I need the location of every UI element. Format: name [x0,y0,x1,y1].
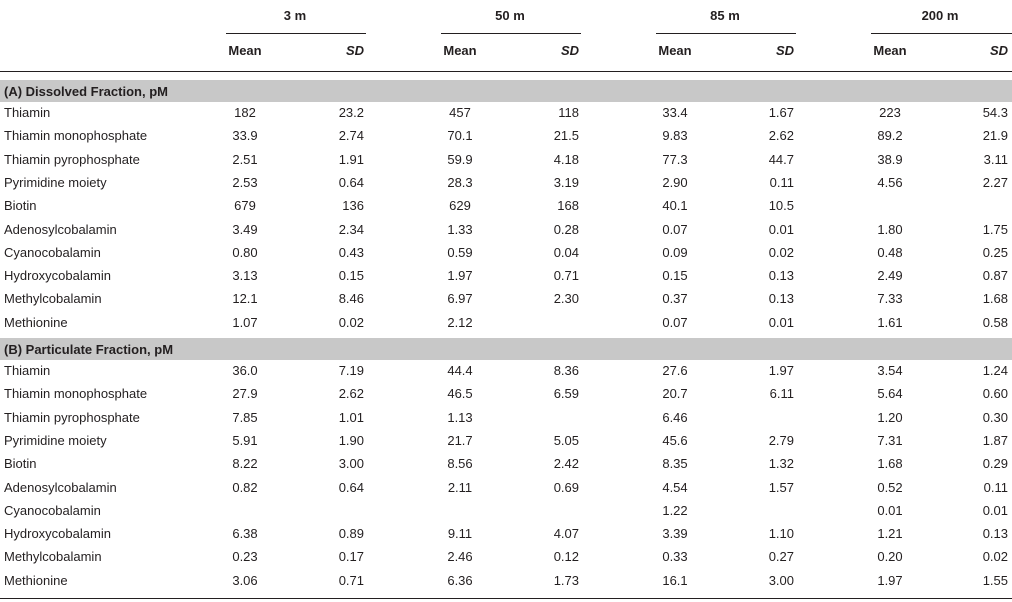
mean-cell: 20.7 [662,386,688,402]
row-label: Adenosylcobalamin [4,221,117,237]
header-underline [656,33,796,34]
mean-cell: 2.51 [232,151,258,167]
sd-cell: 1.57 [768,479,794,495]
sd-cell: 1.87 [982,432,1008,448]
row-label: Methylcobalamin [4,549,102,565]
mean-cell: 9.11 [447,526,473,542]
mean-cell: 6.46 [662,409,688,425]
mean-cell: 6.38 [232,526,258,542]
mean-cell: 3.54 [877,363,903,378]
sd-cell: 54.3 [982,105,1008,120]
sd-header: SD [560,43,579,58]
mean-cell: 0.33 [662,549,688,565]
mean-cell: 182 [234,105,256,120]
sd-cell: 0.13 [982,526,1008,542]
header-underline [226,33,366,34]
mean-cell: 0.20 [877,549,903,565]
sd-cell: 21.5 [553,128,579,144]
depth-header: 50 m [495,8,525,23]
mean-cell: 46.5 [447,386,473,402]
mean-cell: 0.82 [232,479,258,495]
mean-cell: 1.33 [447,221,473,237]
sd-cell: 6.59 [553,386,579,402]
table-row [0,430,1012,453]
sd-cell: 0.43 [338,244,364,260]
sd-header: SD [989,43,1008,58]
row-label: Hydroxycobalamin [4,268,111,284]
mean-cell: 70.1 [447,128,473,144]
table-row [0,546,1012,569]
mean-cell: 679 [234,198,256,214]
sd-cell: 1.90 [338,432,364,448]
sd-cell: 2.27 [982,174,1008,190]
sd-cell: 3.00 [338,456,364,472]
table-row [0,453,1012,476]
table-row [0,500,1012,523]
sd-cell: 0.29 [982,456,1008,472]
row-label: Cyanocobalamin [4,244,101,260]
table-row [0,149,1012,172]
mean-cell: 6.97 [447,291,473,307]
sd-cell: 0.04 [553,244,579,260]
table-row [0,523,1012,546]
table-row [0,265,1012,288]
mean-cell: 8.56 [447,456,473,472]
mean-cell: 1.61 [877,314,903,330]
depth-header: 3 m [283,8,307,23]
depth-header: 85 m [710,8,740,23]
mean-cell: 59.9 [447,151,473,167]
row-label: Thiamin [4,363,51,378]
sd-cell: 2.74 [338,128,364,144]
row-label: Pyrimidine moiety [4,432,107,448]
sd-cell: 1.55 [982,572,1008,588]
mean-cell: 1.21 [877,526,903,542]
sd-cell: 2.42 [553,456,579,472]
header-underline [441,33,581,34]
row-label: Hydroxycobalamin [4,526,111,542]
mean-header: Mean [443,43,477,58]
mean-header: Mean [658,43,692,58]
sd-cell: 8.36 [553,363,579,378]
sd-cell: 0.15 [338,268,364,284]
mean-cell: 0.15 [662,268,688,284]
mean-cell: 36.0 [232,363,258,378]
row-label: Thiamin pyrophosphate [4,409,140,425]
sd-cell: 5.05 [553,432,579,448]
mean-cell: 0.01 [877,502,903,518]
sd-cell: 0.17 [338,549,364,565]
mean-cell: 7.85 [232,409,258,425]
mean-cell: 0.37 [662,291,688,307]
sd-cell: 3.00 [768,572,794,588]
sd-cell: 0.25 [982,244,1008,260]
table-row [0,360,1012,383]
mean-cell: 3.49 [232,221,258,237]
mean-cell: 0.80 [232,244,258,260]
mean-cell: 7.31 [877,432,903,448]
row-label: Methylcobalamin [4,291,102,307]
sd-cell: 118 [558,105,579,120]
mean-cell: 1.13 [447,409,473,425]
table-row [0,102,1012,125]
sd-cell: 1.24 [982,363,1008,378]
sd-cell: 1.10 [768,526,794,542]
mean-cell: 457 [449,105,471,120]
mean-cell: 1.97 [877,572,903,588]
sd-cell: 136 [342,198,364,214]
row-label: Thiamin monophosphate [4,128,148,144]
sd-cell: 6.11 [769,386,794,402]
mean-cell: 1.22 [662,502,688,518]
mean-cell: 3.39 [662,526,688,542]
sd-cell: 2.79 [768,432,794,448]
mean-cell: 89.2 [877,128,903,144]
mean-cell: 1.68 [877,456,903,472]
table-row [0,125,1012,148]
mean-cell: 0.09 [662,244,688,260]
mean-cell: 27.6 [662,363,688,378]
row-label: Methionine [4,572,68,588]
table-row [0,195,1012,218]
sd-cell: 0.01 [982,502,1008,518]
sd-cell: 0.58 [982,314,1008,330]
row-label: Thiamin [4,105,51,120]
row-label: Thiamin monophosphate [4,386,148,402]
sd-cell: 23.2 [338,105,364,120]
section-header [0,338,1012,360]
mean-cell: 4.56 [877,174,903,190]
sd-cell: 0.71 [338,572,364,588]
sd-cell: 3.11 [983,151,1008,167]
mean-cell: 7.33 [877,291,903,307]
mean-cell: 77.3 [662,151,688,167]
mean-cell: 1.97 [447,268,473,284]
depth-header: 200 m [921,8,959,23]
section-header [0,80,1012,102]
mean-cell: 629 [449,198,471,214]
table-row [0,312,1012,335]
sd-cell: 1.68 [982,291,1008,307]
mean-cell: 1.80 [877,221,903,237]
table-row [0,383,1012,406]
sd-cell: 1.73 [553,572,579,588]
header-underline [871,33,1012,34]
mean-cell: 5.64 [877,386,903,402]
sd-cell: 0.27 [768,549,794,565]
row-label: Pyrimidine moiety [4,174,107,190]
sd-cell: 1.75 [982,221,1008,237]
mean-cell: 1.07 [232,314,258,330]
mean-header: Mean [228,43,262,58]
sd-cell: 1.67 [768,105,794,120]
sd-cell: 44.7 [768,151,794,167]
mean-cell: 6.36 [447,572,473,588]
sd-cell: 0.30 [982,409,1008,425]
sd-cell: 0.64 [338,174,364,190]
mean-cell: 0.48 [877,244,903,260]
sd-cell: 1.91 [338,151,364,167]
mean-cell: 28.3 [447,174,473,190]
table-row [0,570,1012,593]
row-label: Adenosylcobalamin [4,479,117,495]
mean-cell: 33.9 [232,128,258,144]
mean-cell: 3.13 [232,268,258,284]
mean-cell: 33.4 [662,105,688,120]
mean-cell: 9.83 [662,128,688,144]
sd-cell: 0.02 [982,549,1008,565]
sd-cell: 8.46 [338,291,364,307]
sd-cell: 0.11 [983,479,1008,495]
mean-cell: 0.23 [232,549,258,565]
mean-cell: 0.52 [877,479,903,495]
table-row [0,407,1012,430]
sd-cell: 0.64 [338,479,364,495]
sd-header: SD [345,43,364,58]
sd-cell: 2.62 [338,386,364,402]
sd-cell: 2.34 [338,221,364,237]
sd-cell: 0.69 [553,479,579,495]
sd-cell: 0.13 [768,291,794,307]
sd-cell: 0.13 [768,268,794,284]
sd-cell: 7.19 [338,363,364,378]
sd-cell: 0.02 [338,314,364,330]
mean-header: Mean [873,43,907,58]
row-label: Biotin [4,198,37,214]
sd-header: SD [775,43,794,58]
sd-cell: 3.19 [553,174,579,190]
mean-cell: 5.91 [232,432,258,448]
mean-cell: 8.22 [232,456,258,472]
sd-cell: 0.87 [982,268,1008,284]
mean-cell: 40.1 [662,198,688,214]
mean-cell: 2.90 [662,174,688,190]
sd-cell: 1.32 [768,456,794,472]
header-bottom-rule [0,71,1012,72]
mean-cell: 44.4 [447,363,473,378]
mean-cell: 38.9 [877,151,903,167]
row-label: Thiamin pyrophosphate [4,151,140,167]
sd-cell: 21.9 [982,128,1008,144]
sd-cell: 0.11 [769,174,794,190]
sd-cell: 1.01 [338,409,364,425]
table-bottom-rule [0,598,1012,599]
mean-cell: 27.9 [232,386,258,402]
mean-cell: 2.46 [447,549,473,565]
table-row [0,242,1012,265]
sd-cell: 4.18 [553,151,579,167]
table-row [0,288,1012,311]
section-title: (A) Dissolved Fraction, pM [4,84,168,99]
mean-cell: 0.07 [662,314,688,330]
sd-cell: 0.12 [553,549,579,565]
mean-cell: 0.59 [447,244,473,260]
mean-cell: 2.11 [447,479,473,495]
sd-cell: 0.28 [553,221,579,237]
mean-cell: 4.54 [662,479,688,495]
mean-cell: 2.49 [877,268,903,284]
mean-cell: 21.7 [447,432,473,448]
sd-cell: 0.89 [338,526,364,542]
sd-cell: 0.01 [768,221,794,237]
sd-cell: 0.71 [553,268,579,284]
mean-cell: 16.1 [662,572,688,588]
mean-cell: 8.35 [662,456,688,472]
mean-cell: 2.12 [447,314,473,330]
sd-cell: 2.30 [553,291,579,307]
sd-cell: 2.62 [768,128,794,144]
table-row [0,219,1012,242]
row-label: Biotin [4,456,37,472]
sd-cell: 10.5 [768,198,794,214]
table-row [0,477,1012,500]
mean-cell: 0.07 [662,221,688,237]
row-label: Cyanocobalamin [4,502,101,518]
mean-cell: 3.06 [232,572,258,588]
sd-cell: 4.07 [553,526,579,542]
mean-cell: 12.1 [232,291,258,307]
table-row [0,172,1012,195]
sd-cell: 168 [557,198,579,214]
sd-cell: 0.60 [982,386,1008,402]
mean-cell: 1.20 [877,409,903,425]
mean-cell: 45.6 [662,432,688,448]
row-label: Methionine [4,314,68,330]
mean-cell: 2.53 [232,174,258,190]
sd-cell: 0.02 [768,244,794,260]
section-title: (B) Particulate Fraction, pM [4,342,174,357]
sd-cell: 0.01 [768,314,794,330]
mean-cell: 223 [879,105,901,120]
sd-cell: 1.97 [768,363,794,378]
